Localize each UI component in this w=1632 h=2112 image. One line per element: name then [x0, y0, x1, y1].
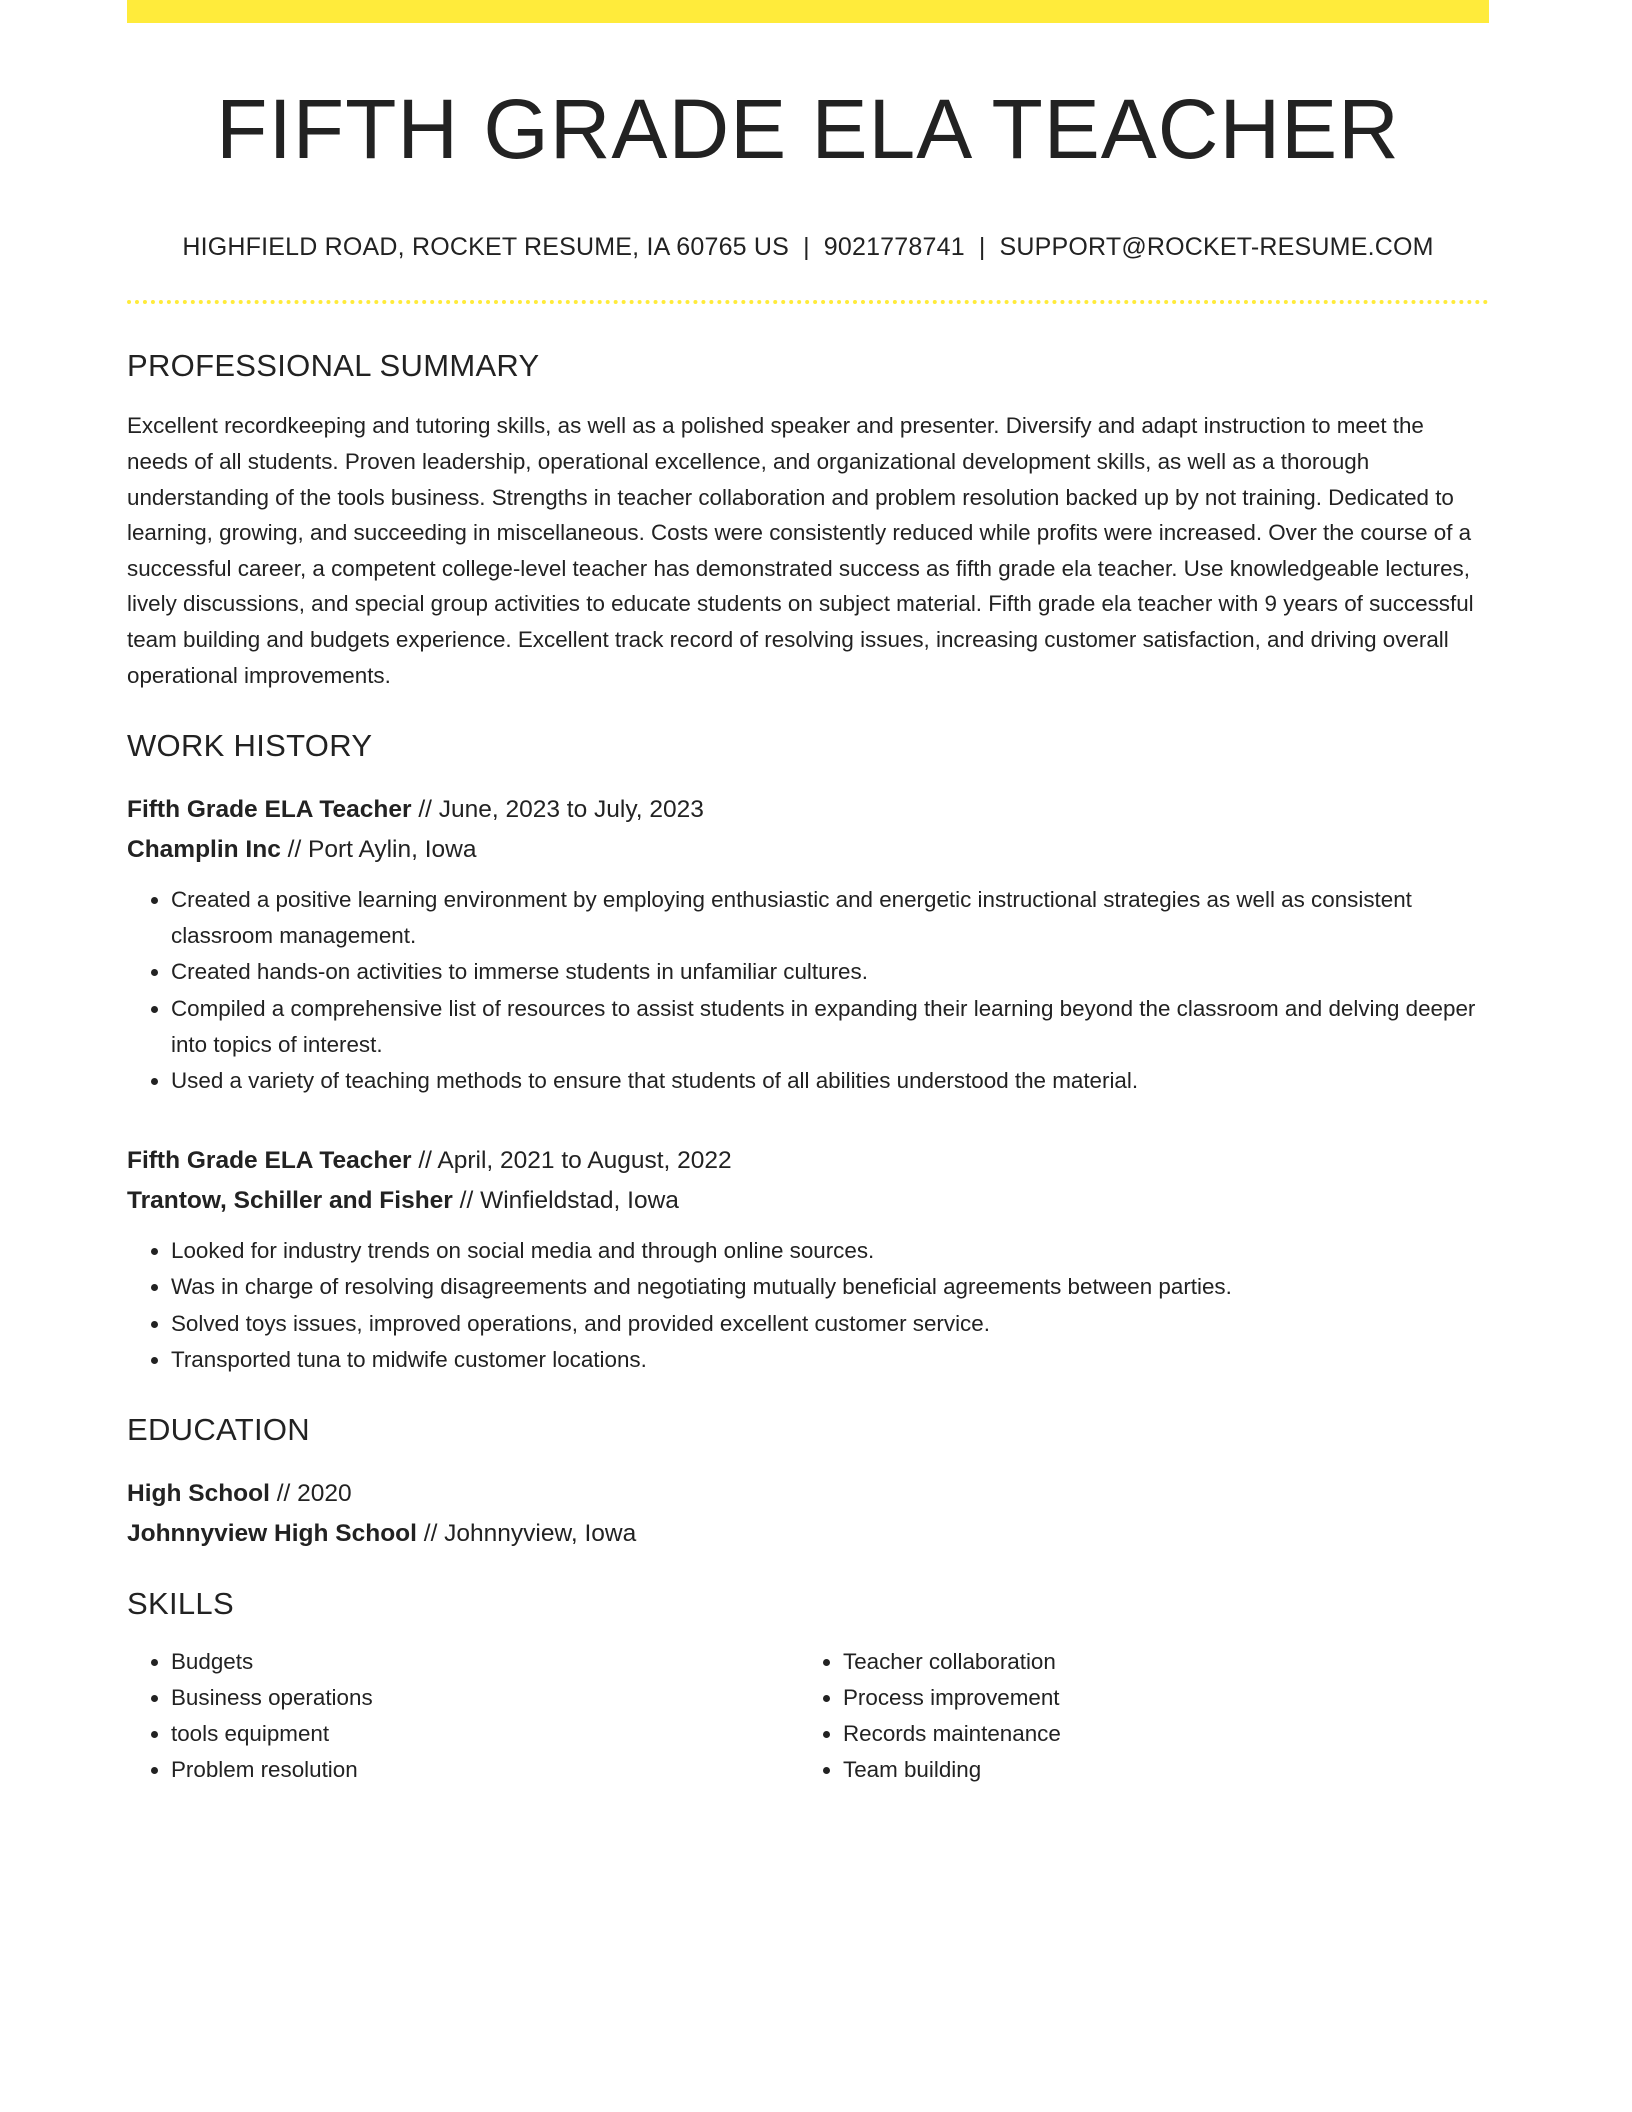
list-item: • Compiled a comprehensive list of resources to assist students in expanding their learning beyond the classroom and delving deeper into topics of interest.	[171, 991, 1489, 1062]
job-bullets	[127, 882, 1489, 1099]
skill-item: • Records maintenance	[843, 1716, 1471, 1752]
education-entry	[127, 1474, 1489, 1554]
list-item: • Transported tuna to midwife customer locations.	[171, 1342, 1489, 1378]
skill-item: • tools equipment	[171, 1716, 799, 1752]
list-item: • Used a variety of teaching methods to ensure that students of all abilities understood the material.	[171, 1063, 1489, 1099]
job-bullets	[127, 1233, 1489, 1378]
skill-item: • Team building	[843, 1752, 1471, 1788]
education-degree-line	[127, 1474, 1489, 1514]
job-role: Fifth Grade ELA Teacher	[127, 796, 412, 824]
job-dates: // April, 2021 to August, 2022	[411, 1146, 732, 1174]
job-role-line	[127, 790, 1489, 830]
education-heading: EDUCATION	[127, 1412, 310, 1448]
resume-page	[127, 0, 1489, 1788]
summary-text: Excellent recordkeeping and tutoring skills, as well as a polished speaker and presenter. Diversify and adapt instruction to meet the needs of all students. Proven leadership, operational excellence, and organizational development skills, as well as a thorough understanding of the tools business. Strengths in teacher collaboration and problem resolution backed up by not training. Dedicated to learning, growing, and succeeding in miscellaneous. Costs were consistently reduced while profits were increased. Over the course of a successful career, a competent college-level teacher has demonstrated success as fifth grade ela teacher. Use knowledgeable lectures, lively discussions, and special group activities to educate students on subject material. Fifth grade ela teacher with 9 years of successful team building and budgets experience. Excellent track record of resolving issues, increasing customer satisfaction, and driving overall operational improvements.	[127, 413, 1474, 688]
email: SUPPORT@ROCKET-RESUME.COM	[999, 233, 1434, 262]
contact-separator: |	[803, 233, 810, 262]
list-item: • Solved toys issues, improved operations, and provided excellent customer service.	[171, 1306, 1489, 1342]
job-location: // Port Aylin, Iowa	[280, 836, 477, 864]
list-item: • Was in charge of resolving disagreements and negotiating mutually beneficial agreements between parties.	[171, 1269, 1489, 1305]
top-accent-bar	[127, 0, 1489, 23]
contact-separator: |	[978, 233, 986, 262]
dotted-divider	[127, 300, 1489, 304]
job-entry	[127, 790, 1489, 1099]
skills-grid	[127, 1644, 1489, 1788]
job-company-line	[127, 830, 1489, 870]
education-school: Johnnyview High School	[127, 1520, 417, 1548]
skill-item: • Business operations	[171, 1680, 799, 1716]
job-entry	[127, 1141, 1489, 1378]
education-year: // 2020	[269, 1480, 352, 1508]
job-company: Champlin Inc	[127, 836, 281, 864]
work-history-heading: WORK HISTORY	[127, 728, 373, 764]
skill-item: • Process improvement	[843, 1680, 1471, 1716]
list-item: • Created a positive learning environment by employing enthusiastic and energetic instructional strategies as well as consistent classroom management.	[171, 882, 1489, 953]
job-company-line	[127, 1181, 1489, 1221]
skill-item: • Budgets	[171, 1644, 799, 1680]
list-item: • Created hands-on activities to immerse students in unfamiliar cultures.	[171, 954, 1489, 990]
job-company: Trantow, Schiller and Fisher	[127, 1186, 453, 1214]
job-role-line	[127, 1141, 1489, 1181]
job-role: Fifth Grade ELA Teacher	[127, 1146, 412, 1174]
skills-heading: SKILLS	[127, 1586, 234, 1622]
phone: 9021778741	[823, 233, 965, 262]
skills-column-left	[127, 1644, 799, 1788]
summary-heading: PROFESSIONAL SUMMARY	[127, 348, 540, 384]
job-dates: // June, 2023 to July, 2023	[411, 796, 704, 824]
address: HIGHFIELD ROAD, ROCKET RESUME, IA 60765 US	[182, 233, 790, 262]
skill-item: • Problem resolution	[171, 1752, 799, 1788]
contact-line	[127, 233, 1489, 262]
education-degree: High School	[127, 1480, 270, 1508]
job-location: // Winfieldstad, Iowa	[452, 1186, 679, 1214]
skills-column-right	[799, 1644, 1471, 1788]
education-school-line	[127, 1514, 1489, 1554]
education-location: // Johnnyview, Iowa	[416, 1520, 637, 1548]
list-item: • Looked for industry trends on social media and through online sources.	[171, 1233, 1489, 1269]
skill-item: • Teacher collaboration	[843, 1644, 1471, 1680]
resume-title: FIFTH GRADE ELA TEACHER	[216, 82, 1400, 176]
